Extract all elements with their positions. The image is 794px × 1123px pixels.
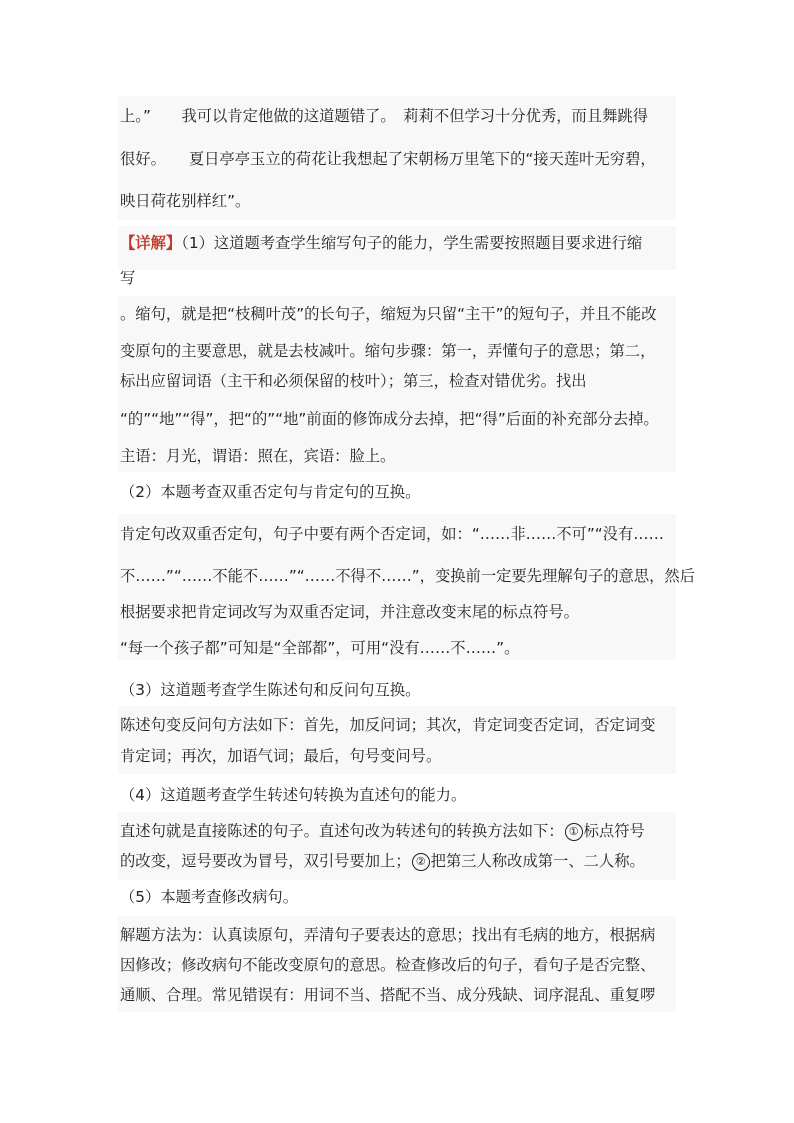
- line-text: 标点符号: [583, 822, 645, 840]
- detail-line: [120, 233, 642, 253]
- paragraph-line: 很好。 夏日亭亭玉立的荷花让我想起了宋朝杨万里笔下的“接天莲叶无穷碧，: [120, 150, 656, 168]
- paragraph-line: 写: [120, 269, 136, 287]
- paragraph-line: 主语：月光，谓语：照在，宾语：脸上。: [120, 447, 396, 465]
- line-text: 直述句就是直接陈述的句子。直述句改为转述句的转换方法如下：: [120, 822, 564, 840]
- line-text: 把第三人称改成第一、二人称。: [430, 852, 645, 870]
- paragraph-line: 不……”“……不能不……”“……不得不……”，变换前一定要先理解句子的意思，然后: [120, 567, 696, 585]
- paragraph-line: 解题方法为：认真读原句，弄清句子要表达的意思；找出有毛病的地方，根据病: [120, 926, 656, 944]
- paragraph-line: 上。” 我可以肯定他做的这道题错了。 莉莉不但学习十分优秀，而且舞跳得: [120, 107, 649, 125]
- circled-number-two: ②: [412, 853, 430, 871]
- paragraph-line: “每一个孩子都”可知是“全部都”，可用“没有……不……”。: [120, 639, 520, 657]
- paragraph-line: 映日荷花别样红”。: [120, 192, 251, 210]
- paragraph-line: 陈述句变反问句方法如下：首先，加反问词；其次，肯定词变否定词，否定词变: [120, 716, 656, 734]
- line-text: 的改变，逗号要改为冒号，双引号要加上；: [120, 852, 411, 870]
- paragraph-line: 通顺、合理。常见错误有：用词不当、搭配不当、成分残缺、词序混乱、重复啰: [120, 986, 656, 1004]
- paragraph-line: 标出应留词语（主干和必须保留的枝叶）；第三，检查对错优劣。找出: [120, 372, 587, 390]
- paragraph-line: （2）本题考查双重否定句与肯定句的互换。: [120, 483, 421, 501]
- circled-number-one: ①: [565, 823, 583, 841]
- paragraph-line: 变原句的主要意思，就是去枝减叶。缩句步骤：第一，弄懂句子的意思；第二，: [120, 342, 656, 360]
- detail-text: （1）这道题考查学生缩写句子的能力，学生需要按照题目要求进行缩: [181, 234, 643, 252]
- paragraph-line: （5）本题考查修改病句。: [120, 888, 298, 906]
- paragraph-line: 肯定句改双重否定句，句子中要有两个否定词，如：“……非……不可”“没有……: [120, 525, 664, 543]
- paragraph-line: 根据要求把肯定词改写为双重否定词，并注意改变末尾的标点符号。: [120, 603, 579, 621]
- paragraph-line: 。缩句，就是把“枝稠叶茂”的长句子，缩短为只留“主干”的短句子，并且不能改: [120, 305, 657, 323]
- paragraph-line: “的”“地”“得”，把“的”“地”前面的修饰成分去掉，把“得”后面的补充部分去掉。: [120, 410, 659, 428]
- paragraph-line: 肯定词；再次，加语气词；最后，句号变问号。: [120, 747, 442, 765]
- paragraph-line: [120, 851, 645, 871]
- paragraph-line: （4）这道题考查学生转述句转换为直述句的能力。: [120, 786, 467, 804]
- detail-label: 【详解】: [120, 234, 182, 252]
- paragraph-line: [120, 821, 645, 841]
- paragraph-line: （3）这道题考查学生陈述句和反问句互换。: [120, 681, 421, 699]
- paragraph-line: 因修改；修改病句不能改变原句的意思。检查修改后的句子，看句子是否完整、: [120, 956, 656, 974]
